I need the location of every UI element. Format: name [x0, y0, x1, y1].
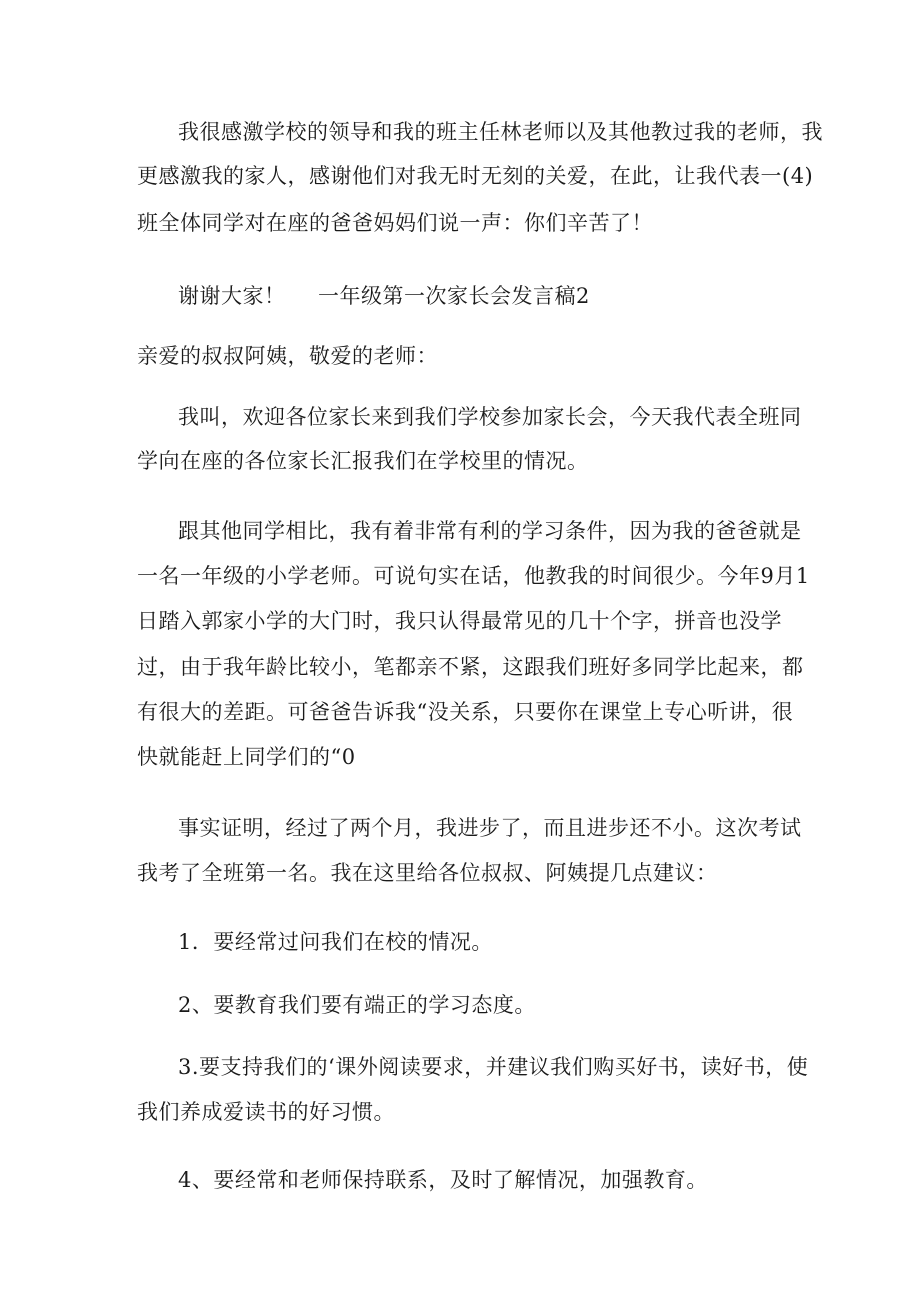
text-line: 有很大的差距。可爸爸告诉我“没关系，只要你在课堂上专心听讲，很 — [137, 700, 794, 724]
suggestion-item: 1．要经常过问我们在校的情况。 — [178, 930, 493, 954]
text-line: 过，由于我年龄比较小，笔都亲不紧，这跟我们班好多同学比起来，都 — [137, 655, 804, 679]
text-line: 班全体同学对在座的爸爸妈妈们说一声：你们辛苦了！ — [137, 211, 653, 235]
text-line: 事实证明，经过了两个月，我进步了，而且进步还不小。这次考试 — [178, 816, 802, 840]
text-line: 学向在座的各位家长汇报我们在学校里的情况。 — [137, 449, 589, 473]
greeting-line: 亲爱的叔叔阿姨，敬爱的老师： — [137, 344, 438, 368]
suggestion-item: 4、要经常和老师保持联系，及时了解情况，加强教育。 — [178, 1168, 708, 1192]
text-line: 我很感激学校的领导和我的班主任林老师以及其他教过我的老师，我 — [178, 120, 823, 144]
suggestion-item: 2、要教育我们要有端正的学习态度。 — [178, 993, 536, 1017]
suggestion-item: 3.要支持我们的‘课外阅读要求，并建议我们购买好书，读好书，使 — [178, 1055, 809, 1079]
text-line: 我考了全班第一名。我在这里给各位叔叔、阿姨提几点建议： — [137, 861, 718, 885]
text-line: 我们养成爱读书的好习惯。 — [137, 1100, 395, 1124]
text-line: 跟其他同学相比，我有着非常有利的学习条件，因为我的爸爸就是 — [178, 519, 802, 543]
text-line: 快就能赶上同学们的“0 — [137, 745, 356, 769]
text-line: 我叫，欢迎各位家长来到我们学校参加家长会，今天我代表全班同 — [178, 405, 802, 429]
text-line: 更感激我的家人，感谢他们对我无时无刻的关爱，在此，让我代表一(4) — [137, 164, 814, 188]
text-line: 日踏入郭家小学的大门时，我只认得最常见的几十个字，拼音也没学 — [137, 609, 782, 633]
closing-thanks: 谢谢大家！ — [178, 284, 286, 308]
document-title: 一年级第一次家长会发言稿2 — [318, 284, 590, 308]
text-line: 一名一年级的小学老师。可说句实在话，他教我的时间很少。今年9月1 — [137, 564, 810, 588]
